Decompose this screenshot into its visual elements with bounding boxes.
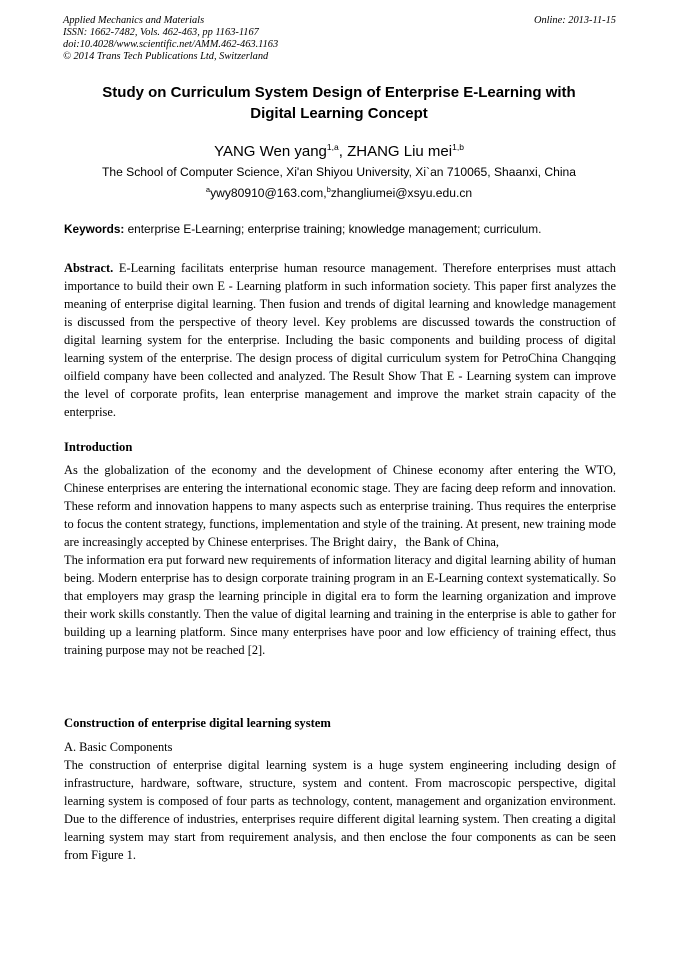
abstract-paragraph (64, 259, 616, 421)
keywords-label: Keywords: (64, 222, 125, 236)
author-separator: , (338, 143, 348, 160)
doi-line: doi:10.4028/www.scientific.net/AMM.462-463.1163 (63, 39, 279, 50)
journal-name: Applied Mechanics and Materials (63, 15, 205, 26)
email-b: zhangliumei@xsyu.edu.cn (330, 186, 473, 201)
construction-heading: Construction of enterprise digital learning system (64, 716, 331, 730)
author-list (60, 137, 618, 162)
email-line (60, 181, 618, 202)
email-a: ywy80910@163.com, (210, 186, 327, 201)
author-1-affiliation-mark: 1,a (326, 142, 339, 152)
introduction-paragraph-1: As the globalization of the economy and the development of Chinese economy after entering the WTO, Chinese enterprises are entering the international economic stage. They are facing deep reform and innovation. These reform and innovation happens to many aspects such as enterprise training. Thus requires the enterprise to focus the content strategy, functions, implementation and style of the training. At present, new training mode are increasingly accepted by Chinese enterprises. The Bright dairy，the Bank of China, (64, 463, 616, 549)
introduction-paragraph-2: The information era put forward new requirements of information literacy and digital learning ability of human being. Modern enterprise has to design corporate training program in an E-Learning context systematically. So that employers may grasp the learning principle in digital era to form the learning organization and improve their work skills constantly. Then the value of digital learning and training in the enterprise is able to gather for building up a learning platform. Since many enterprises have poor and low efficiency of training effect, thus training purpose may not be reached [2]. (64, 553, 616, 657)
construction-paragraph-1: The construction of enterprise digital learning system is a huge system engineering including design of infrastructure, hardware, software, structure, system and content. From macroscopic perspective, digital learning system is composed of four parts as technology, content, management and organization environment. Due to the difference of industries, enterprises require different digital learning system. Then creating a digital learning system may start from requirement analysis, and then enclose the four components as can be seen from Figure 1. (64, 758, 616, 862)
author-2: ZHANG Liu mei (347, 143, 453, 160)
author-1: YANG Wen yang (214, 143, 327, 160)
journal-header (63, 15, 616, 63)
keywords-text: enterprise E-Learning; enterprise training; knowledge management; curriculum. (124, 222, 542, 236)
title-line-2: Digital Learning Concept (250, 105, 428, 122)
introduction-heading: Introduction (64, 440, 133, 454)
keywords-line (64, 221, 616, 237)
issn-line: ISSN: 1662-7482, Vols. 462-463, pp 1163-1167 (63, 27, 259, 38)
email-a-mark: a (205, 185, 211, 194)
title-line-1: Study on Curriculum System Design of Enterprise E-Learning with (102, 84, 576, 101)
institution: The School of Computer Science, Xi'an Shiyou University, Xi`an 710065, Shaanxi, China (101, 165, 576, 179)
basic-components-subheading: A. Basic Components (64, 740, 173, 754)
introduction-body (64, 461, 616, 659)
paper-title (60, 82, 618, 124)
online-date: Online: 2013-11-15 (533, 15, 616, 26)
author-2-affiliation-mark: 1,b (452, 142, 464, 152)
abstract-label: Abstract. (64, 261, 114, 275)
affiliation-block (60, 164, 618, 202)
copyright-line: © 2014 Trans Tech Publications Ltd, Switzerland (63, 51, 269, 62)
email-b-mark: b (326, 185, 331, 194)
abstract-text: E-Learning facilitats enterprise human resource management. Therefore enterprises must attach importance to build their own E - Learning platform in such information society. This paper first analyzes the meaning of enterprise digital learning. Then fusion and trends of digital learning and knowledge management is discussed from the perspective of theory level. Key problems are discussed towards the construction of digital learning system for the enterprise. Including the basic components and building process of digital learning system of the enterprise. The design process of digital curriculum system for PetroChina Changqing oilfield company have been collected and analyzed. The Result Show That E - Learning system can improve the level of corporate profits, lean enterprise management and improve the market strain capacity of the enterprise. (64, 261, 616, 419)
